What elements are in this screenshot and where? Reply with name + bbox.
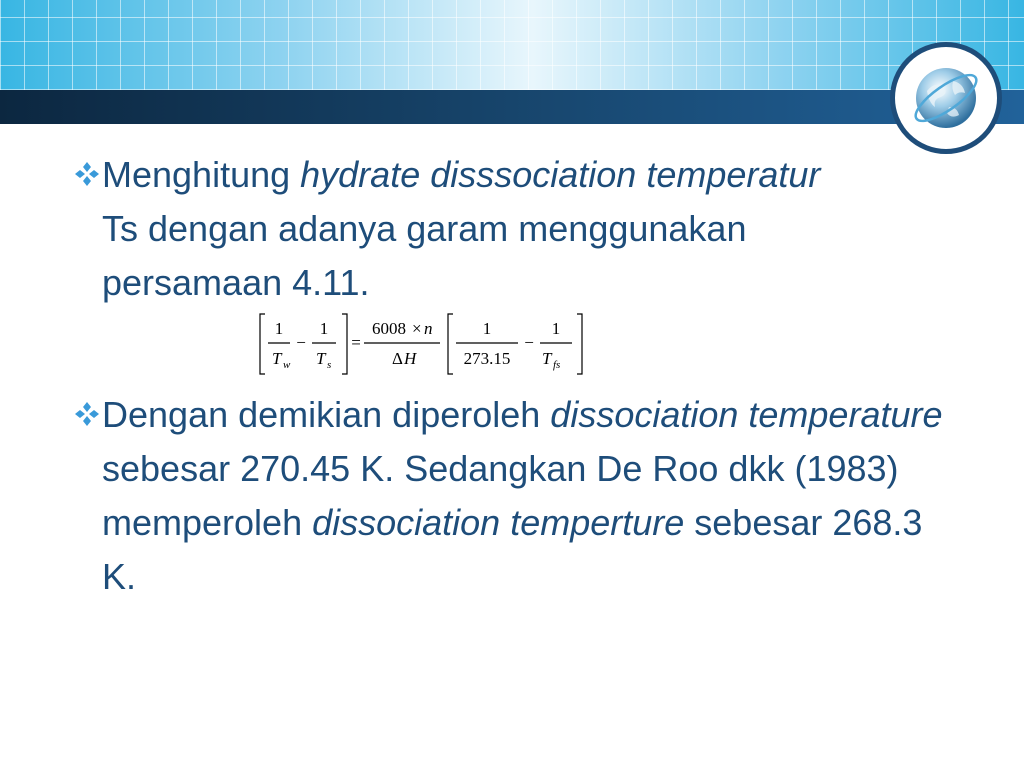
equation-4-11 [258, 312, 598, 376]
minus-2: − [524, 333, 534, 352]
bullet-1-seg-0: Menghitung [102, 154, 301, 195]
bracket-left-2 [448, 314, 453, 374]
num-times: × [412, 319, 422, 338]
slide-content [70, 148, 950, 310]
num-n: n [424, 319, 433, 338]
bracket-right-2 [577, 314, 582, 374]
minus-1: − [296, 333, 306, 352]
bullet-1-text [102, 154, 820, 303]
bullet-1 [70, 148, 862, 310]
diamond-quad-icon [74, 401, 100, 427]
bullet-2 [70, 388, 952, 604]
num-1b: 1 [319, 319, 329, 338]
diamond-quad-icon [74, 161, 100, 187]
den-1b-sub: s [327, 359, 332, 371]
den-1b: T [316, 349, 326, 368]
num-coef: 6008 [372, 319, 406, 338]
globe-logo [890, 42, 1002, 154]
den-1a: T [272, 349, 282, 368]
den-H: H [404, 349, 417, 368]
equals: = [351, 333, 361, 352]
bullet-1-seg-2: Ts dengan adanya garam menggunakan persamaan 4.11. [102, 208, 747, 303]
num-1a: 1 [274, 319, 284, 338]
globe-icon [909, 61, 983, 135]
den-2a: 273.15 [463, 349, 511, 368]
bullet-2-seg-3: dissociation temperture [312, 502, 685, 543]
num-2a: 1 [482, 319, 492, 338]
bracket-right-1 [342, 314, 347, 374]
num-2b: 1 [551, 319, 561, 338]
bracket-left-1 [260, 314, 265, 374]
bullet-2-text [102, 394, 943, 597]
bullet-1-seg-1: hydrate disssociation temperatur [300, 154, 821, 195]
bullet-2-seg-2: sebesar 270.45 K. Sedangkan De Roo dkk (1983) memperoleh [102, 448, 899, 543]
den-1a-sub: w [283, 359, 291, 371]
bullet-2-seg-1: dissociation temperature [550, 394, 943, 435]
den-2b-sub: fs [553, 359, 561, 371]
slide-content-2 [70, 388, 950, 604]
header-bar [0, 90, 1024, 124]
bullet-2-seg-0: Dengan demikian diperoleh [102, 394, 551, 435]
bullet-2-seg-4: sebesar 268.3 K. [102, 502, 923, 597]
header-grid-decoration [0, 0, 1024, 90]
den-delta: Δ [392, 349, 403, 368]
den-2b: T [542, 349, 552, 368]
